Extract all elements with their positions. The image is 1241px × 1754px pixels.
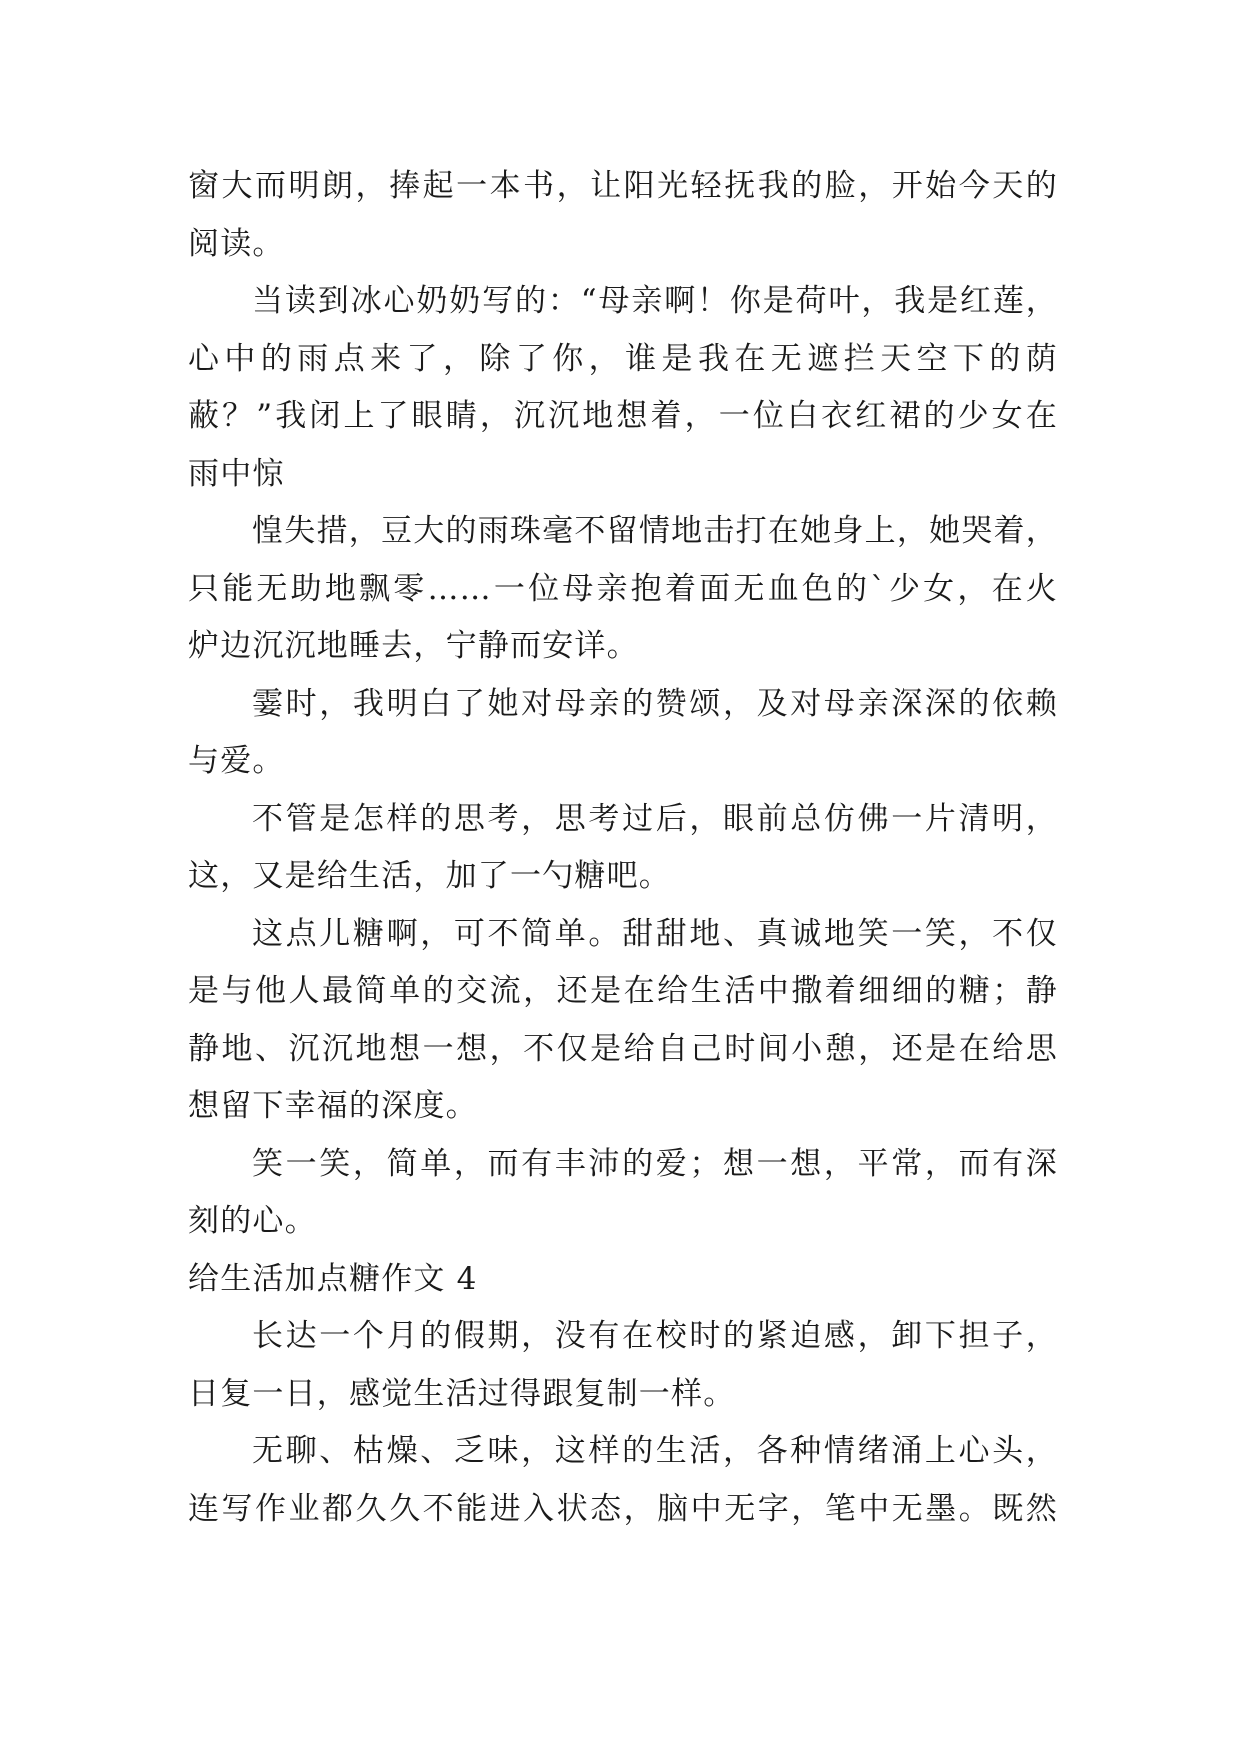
text-line: 笑一笑，简单，而有丰沛的爱；想一想，平常，而有深 bbox=[252, 1145, 1058, 1182]
text-line: 这点儿糖啊，可不简单。甜甜地、真诚地笑一笑，不仅 bbox=[252, 915, 1058, 952]
paragraph bbox=[188, 791, 1058, 906]
text-line: 炉边沉沉地睡去，宁静而安详。 bbox=[188, 628, 639, 664]
text-line: 霎时，我明白了她对母亲的赞颂，及对母亲深深的依赖 bbox=[252, 685, 1058, 722]
paragraph bbox=[188, 676, 1058, 791]
section-heading bbox=[188, 1251, 1058, 1309]
text-line: 与爱。 bbox=[188, 743, 285, 779]
text-line: 窗大而明朗，捧起一本书，让阳光轻抚我的脸，开始今天的 bbox=[188, 168, 1058, 204]
text-line: 静地、沉沉地想一想，不仅是给自己时间小憩，还是在给思 bbox=[188, 1030, 1058, 1067]
text-line: 只能无助地飘零……一位母亲抱着面无血色的`少女，在火 bbox=[188, 570, 1058, 607]
text-line: 惶失措，豆大的雨珠毫不留情地击打在她身上，她哭着， bbox=[252, 513, 1058, 549]
text-line: 不管是怎样的思考，思考过后，眼前总仿佛一片清明， bbox=[252, 800, 1058, 837]
document-body bbox=[188, 158, 1058, 1538]
text-line: 蔽？”我闭上了眼睛，沉沉地想着，一位白衣红裙的少女在 bbox=[188, 398, 1058, 434]
text-line: 想留下幸福的深度。 bbox=[188, 1088, 478, 1124]
section-title: 给生活加点糖作文 4 bbox=[188, 1260, 478, 1297]
text-line: 长达一个月的假期，没有在校时的紧迫感，卸下担子， bbox=[252, 1318, 1058, 1354]
text-line: 刻的心。 bbox=[188, 1203, 317, 1239]
text-line: 心中的雨点来了，除了你，谁是我在无遮拦天空下的荫 bbox=[188, 340, 1058, 377]
paragraph bbox=[188, 1136, 1058, 1251]
text-line: 这，又是给生活，加了一勺糖吧。 bbox=[188, 858, 671, 894]
text-line: 连写作业都久久不能进入状态，脑中无字，笔中无墨。既然 bbox=[188, 1490, 1058, 1527]
paragraph-continuation bbox=[188, 158, 1058, 273]
paragraph bbox=[188, 1423, 1058, 1538]
text-line: 雨中惊 bbox=[188, 455, 285, 492]
text-line: 日复一日，感觉生活过得跟复制一样。 bbox=[188, 1375, 736, 1412]
text-line: 阅读。 bbox=[188, 225, 285, 262]
text-line: 无聊、枯燥、乏味，这样的生活，各种情绪涌上心头， bbox=[252, 1433, 1058, 1469]
text-line: 是与他人最简单的交流，还是在给生活中撒着细细的糖；静 bbox=[188, 973, 1058, 1009]
paragraph bbox=[188, 273, 1058, 503]
paragraph bbox=[188, 503, 1058, 676]
paragraph bbox=[188, 1308, 1058, 1423]
text-line: 当读到冰心奶奶写的：“母亲啊！你是荷叶，我是红莲， bbox=[252, 283, 1058, 319]
paragraph bbox=[188, 906, 1058, 1136]
